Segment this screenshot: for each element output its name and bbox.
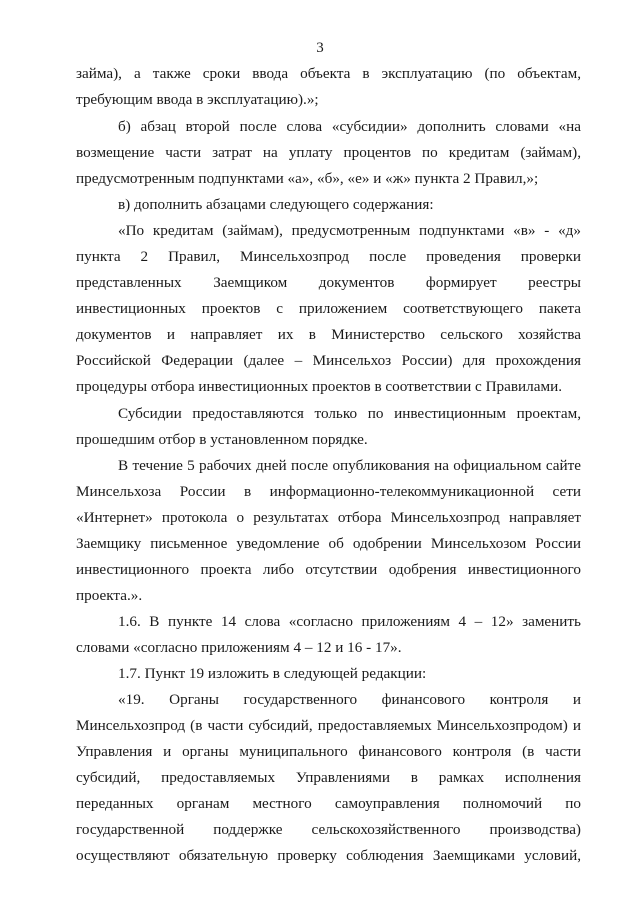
text-line: проекта.». <box>76 587 143 604</box>
text-line: инвестиционного проекта либо отсутствии одобрения инвестиционного <box>76 561 581 578</box>
text-line: пункта 2 Правил, Минсельхозпрод после проведения проверки <box>76 248 581 265</box>
text-line: займа), а также сроки ввода объекта в эксплуатацию (по объектам, <box>76 65 581 82</box>
text-line: в) дополнить абзацами следующего содержания: <box>118 196 434 213</box>
text-line: возмещение части затрат на уплату процентов по кредитам (займам), <box>76 144 581 161</box>
text-line: процедуры отбора инвестиционных проектов в соответствии с Правилами. <box>76 378 563 395</box>
text-line: 1.7. Пункт 19 изложить в следующей редакции: <box>118 665 427 682</box>
text-line: Управления и органы муниципального финансового контроля (в части <box>76 743 581 760</box>
text-line: прошедшим отбор в установленном порядке. <box>76 431 368 448</box>
text-line: 1.6. В пункте 14 слова «согласно приложениям 4 – 12» заменить <box>118 613 581 630</box>
text-line: Минсельхозпрод (в части субсидий, предоставляемых Минсельхозпродом) и <box>76 717 581 734</box>
text-line: переданных органам местного самоуправления полномочий по <box>76 795 581 812</box>
text-line: субсидий, предоставляемых Управлениями в рамках исполнения <box>76 769 581 786</box>
text-line: В течение 5 рабочих дней после опубликования на официальном сайте <box>118 457 581 474</box>
text-line: представленных Заемщиком документов формирует реестры <box>76 274 581 291</box>
text-line: «19. Органы государственного финансового контроля и <box>118 691 581 708</box>
text-line: инвестиционных проектов с приложением соответствующего пакета <box>76 300 581 317</box>
text-line: «По кредитам (займам), предусмотренным подпунктами «в» - «д» <box>118 222 581 239</box>
text-line: словами «согласно приложениям 4 – 12 и 16 - 17». <box>76 639 402 656</box>
text-line: б) абзац второй после слова «субсидии» дополнить словами «на <box>118 118 581 135</box>
text-line: документов и направляет их в Министерство сельского хозяйства <box>76 326 581 343</box>
text-line: «Интернет» протокола о результатах отбора Минсельхозпрод направляет <box>76 509 581 526</box>
text-line: государственной поддержке сельскохозяйственного производства) <box>76 821 581 838</box>
page-number: 3 <box>316 40 324 56</box>
text-line: предусмотренным подпунктами «а», «б», «е» и «ж» пункта 2 Правил,»; <box>76 170 539 187</box>
text-line: Субсидии предоставляются только по инвестиционным проектам, <box>118 405 581 422</box>
text-line: Минсельхоза России в информационно-телекоммуникационной сети <box>76 483 581 500</box>
text-line: Заемщику письменное уведомление об одобрении Минсельхозом России <box>76 535 581 552</box>
text-line: осуществляют обязательную проверку соблюдения Заемщиками условий, <box>76 847 581 864</box>
text-line: Российской Федерации (далее – Минсельхоз России) для прохождения <box>76 352 581 369</box>
text-line: требующим ввода в эксплуатацию).»; <box>76 91 319 108</box>
